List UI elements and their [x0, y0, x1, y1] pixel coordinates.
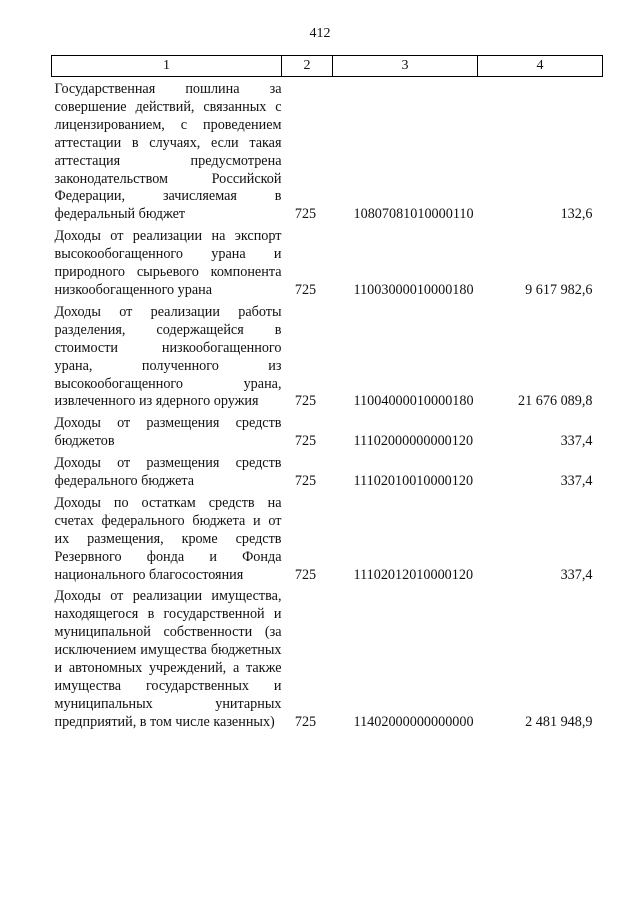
row-amount: 337,4 [560, 566, 593, 583]
table-row [52, 77, 603, 225]
row-admin-code: 725 [294, 393, 317, 410]
header-col-3: 3 [333, 56, 478, 77]
row-kbk-code: 11102012010000120 [353, 566, 474, 583]
row-description: Доходы от размещения средств бюджетов [54, 415, 282, 450]
row-description: Доходы по остаткам средств на счетах федерального бюджета и от их размещения, кроме средств Резервного фонда и Фонда национального благосостояния [54, 494, 282, 583]
row-admin-code: 725 [294, 281, 317, 298]
row-description: Государственная пошлина за совершение действий, связанных с лицензированием, с проведением аттестации в случаях, если такая аттестация предусмотрена законодательством Российской Федерации, зачисляемая в федеральный бюджет [54, 81, 282, 223]
row-amount: 337,4 [560, 473, 593, 490]
row-admin-code: 725 [294, 473, 317, 490]
row-admin-code: 725 [294, 713, 317, 730]
row-kbk-code: 11102010010000120 [353, 473, 474, 490]
revenue-table [51, 55, 603, 732]
row-admin-code: 725 [294, 206, 317, 223]
row-kbk-code: 11402000000000000 [353, 713, 474, 730]
row-amount: 2 481 948,9 [525, 713, 593, 730]
row-kbk-code: 11102000000000120 [353, 433, 474, 450]
header-col-1: 1 [52, 56, 282, 77]
table-row [52, 451, 603, 491]
row-admin-code: 725 [294, 433, 317, 450]
row-description: Доходы от реализации на экспорт высокообогащенного урана и природного сырьевого компонента низкообогащенного урана [54, 228, 282, 298]
row-description: Доходы от реализации имущества, находящегося в государственной и муниципальной собственности (за исключением имущества бюджетных и автономных учреждений, а также имущества государственных и муниципальных унитарных предприятий, в том числе казенных) [54, 588, 282, 730]
row-amount: 21 676 089,8 [518, 393, 593, 410]
table-row [52, 491, 603, 585]
row-description: Доходы от размещения средств федерального бюджета [54, 455, 282, 490]
table-row [52, 224, 603, 300]
table-row [52, 411, 603, 451]
row-amount: 132,6 [560, 206, 593, 223]
table-header [52, 56, 603, 77]
row-kbk-code: 10807081010000110 [353, 206, 474, 223]
row-kbk-code: 11003000010000180 [353, 281, 474, 298]
row-description: Доходы от реализации работы разделения, содержащейся в стоимости низкообогащенного урана, полученного из высокообогащенного урана, извлеченного из ядерного оружия [54, 303, 282, 410]
table-row [52, 584, 603, 731]
row-amount: 9 617 982,6 [525, 281, 593, 298]
header-col-2: 2 [282, 56, 333, 77]
table-row [52, 300, 603, 411]
row-admin-code: 725 [294, 566, 317, 583]
row-kbk-code: 11004000010000180 [353, 393, 474, 410]
page-number: 412 [309, 26, 331, 41]
row-amount: 337,4 [560, 433, 593, 450]
header-col-4: 4 [478, 56, 603, 77]
header-row [52, 56, 603, 77]
